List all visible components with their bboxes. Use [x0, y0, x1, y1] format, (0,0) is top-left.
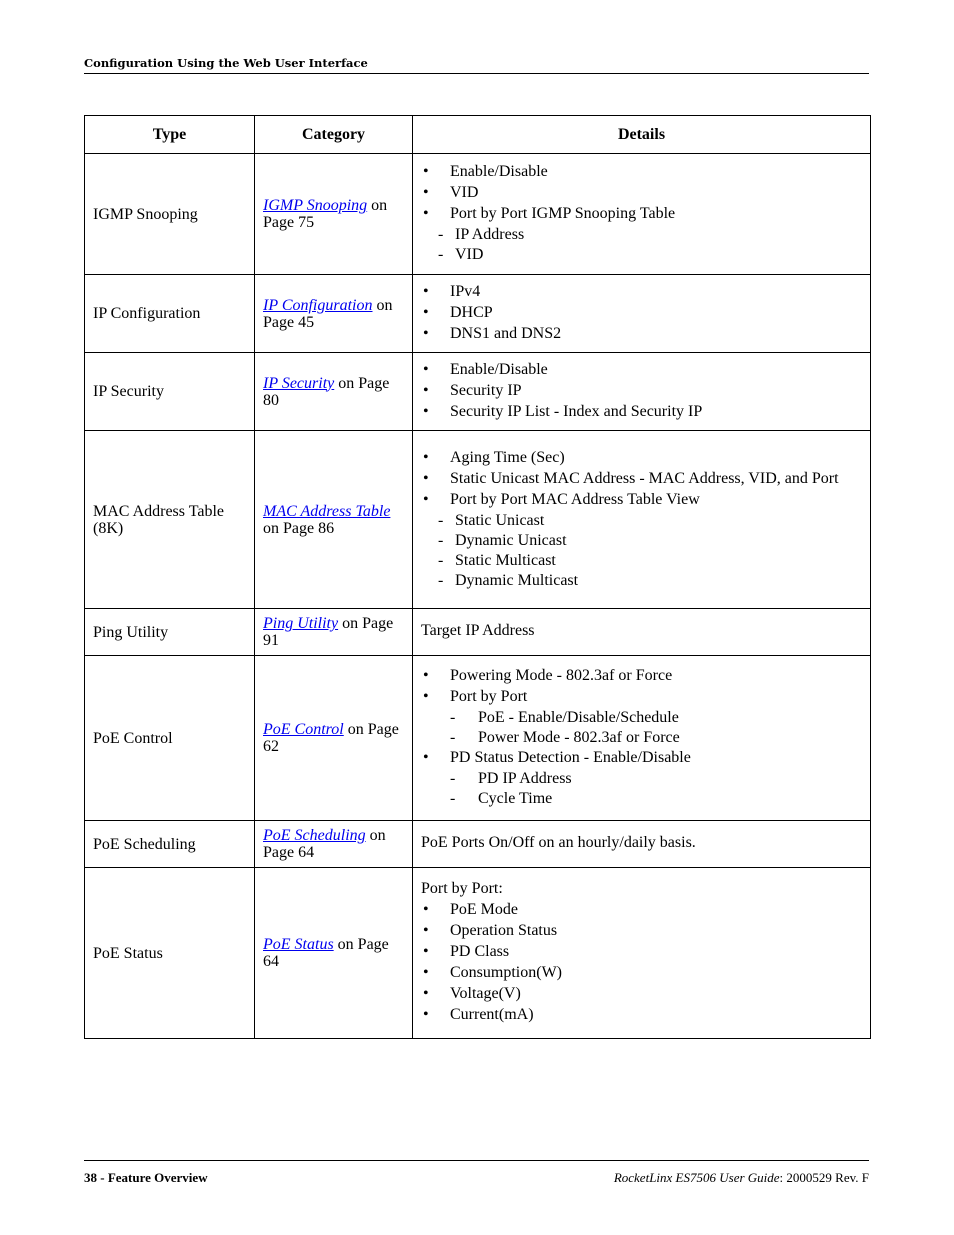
page-number: 86	[318, 519, 335, 537]
sub-list-item: - Dynamic Unicast	[421, 532, 862, 549]
table-row	[85, 275, 871, 353]
page-number: 75	[298, 214, 315, 231]
list-item: • PD Status Detection - Enable/Disable	[421, 749, 862, 766]
column-header-category: Category	[255, 116, 413, 154]
details-cell	[413, 154, 871, 275]
footer-doc-info	[614, 1170, 869, 1186]
list-item: • Current(mA)	[421, 1006, 862, 1023]
list-item: • Operation Status	[421, 922, 862, 939]
list-item: • IPv4	[421, 283, 862, 300]
details-intro: Port by Port:	[421, 880, 503, 897]
on-page-text: on Page	[263, 519, 319, 537]
list-item: • Aging Time (Sec)	[421, 449, 862, 466]
page-number: 91	[263, 632, 279, 649]
type-cell: MAC Address Table (8K)	[85, 431, 255, 609]
ip-security-link[interactable]: IP Security	[263, 374, 335, 392]
list-item: • PD Class	[421, 943, 862, 960]
column-header-details: Details	[413, 116, 871, 154]
list-item: • Consumption(W)	[421, 964, 862, 981]
footer-doc-number: : 2000529 Rev. F	[779, 1170, 869, 1185]
footer-product-name: RocketLinx ES7506 User Guide	[613, 1170, 780, 1185]
page-number: 80	[263, 391, 279, 409]
list-item: • PoE Mode	[421, 901, 862, 918]
mac-address-table-link[interactable]: MAC Address Table	[263, 502, 391, 520]
table-row	[85, 353, 871, 431]
list-item: • Enable/Disable	[421, 361, 862, 378]
table-header-row	[85, 116, 871, 154]
table-row	[85, 431, 871, 609]
sub-list-item: - Power Mode - 802.3af or Force	[450, 729, 862, 746]
poe-status-link[interactable]: PoE Status	[263, 936, 334, 953]
details-text: Target IP Address	[421, 622, 535, 639]
category-cell	[255, 656, 413, 821]
sub-list-item: - Static Multicast	[421, 552, 862, 569]
type-cell: PoE Scheduling	[85, 821, 255, 868]
running-header-title: Configuration Using the Web User Interface	[84, 56, 368, 70]
list-item: • Port by Port IGMP Snooping Table	[421, 205, 862, 222]
on-page-text: on Page	[263, 296, 393, 331]
page-number: 62	[263, 738, 279, 755]
running-header	[84, 56, 869, 74]
type-cell: PoE Control	[85, 656, 255, 821]
sub-list-item: - IP Address	[421, 226, 862, 243]
list-item: • Port by Port	[421, 688, 862, 705]
page-number: 45	[298, 313, 315, 331]
on-page-text: on Page	[338, 615, 394, 632]
list-item: • DNS1 and DNS2	[421, 325, 862, 342]
list-item: • Voltage(V)	[421, 985, 862, 1002]
list-item: • Powering Mode - 802.3af or Force	[421, 667, 862, 684]
on-page-text: on Page	[334, 374, 390, 392]
category-cell	[255, 353, 413, 431]
sub-list-item: - PD IP Address	[450, 770, 862, 787]
feature-table	[84, 115, 871, 1039]
page-number: 64	[263, 953, 279, 970]
list-item: • Enable/Disable	[421, 163, 862, 180]
list-item: • Port by Port MAC Address Table View	[421, 491, 862, 508]
details-cell	[413, 868, 871, 1039]
table-row	[85, 154, 871, 275]
category-cell	[255, 275, 413, 353]
on-page-text: on Page	[263, 827, 386, 861]
category-cell	[255, 868, 413, 1039]
category-cell	[255, 431, 413, 609]
category-cell	[255, 609, 413, 656]
page-number: 64	[298, 844, 315, 861]
details-cell	[413, 609, 871, 656]
poe-control-link[interactable]: PoE Control	[263, 721, 344, 738]
table-row	[85, 821, 871, 868]
igmp-snooping-link[interactable]: IGMP Snooping	[263, 197, 368, 214]
list-item: • VID	[421, 184, 862, 201]
table-row	[85, 656, 871, 821]
footer-page-label: 38 - Feature Overview	[84, 1170, 208, 1185]
details-cell	[413, 275, 871, 353]
sub-list-item: - Static Unicast	[421, 512, 862, 529]
on-page-text: on Page	[333, 936, 389, 953]
ping-utility-link[interactable]: Ping Utility	[263, 615, 339, 632]
details-cell	[413, 431, 871, 609]
type-cell: PoE Status	[85, 868, 255, 1039]
column-header-type: Type	[85, 116, 255, 154]
sub-list-item: - Cycle Time	[450, 790, 862, 807]
list-item: • Static Unicast MAC Address - MAC Address, VID, and Port	[421, 470, 862, 487]
type-cell: Ping Utility	[85, 609, 255, 656]
on-page-text: on Page	[343, 721, 399, 738]
sub-list-item: - VID	[421, 246, 862, 263]
poe-scheduling-link[interactable]: PoE Scheduling	[263, 827, 366, 844]
category-cell	[255, 821, 413, 868]
category-cell	[255, 154, 413, 275]
page-footer	[84, 1160, 869, 1185]
list-item: • DHCP	[421, 304, 862, 321]
list-item: • Security IP	[421, 382, 862, 399]
details-text: PoE Ports On/Off on an hourly/daily basis.	[421, 834, 696, 851]
table-row	[85, 868, 871, 1039]
list-item: • Security IP List - Index and Security IP	[421, 403, 862, 420]
type-cell: IP Security	[85, 353, 255, 431]
ip-configuration-link[interactable]: IP Configuration	[263, 296, 373, 314]
type-cell: IGMP Snooping	[85, 154, 255, 275]
details-cell	[413, 821, 871, 868]
details-cell	[413, 353, 871, 431]
table-row	[85, 609, 871, 656]
sub-list-item: - PoE - Enable/Disable/Schedule	[450, 709, 862, 726]
details-cell	[413, 656, 871, 821]
type-cell: IP Configuration	[85, 275, 255, 353]
sub-list-item: - Dynamic Multicast	[421, 572, 862, 589]
on-page-text: on Page	[263, 197, 388, 231]
